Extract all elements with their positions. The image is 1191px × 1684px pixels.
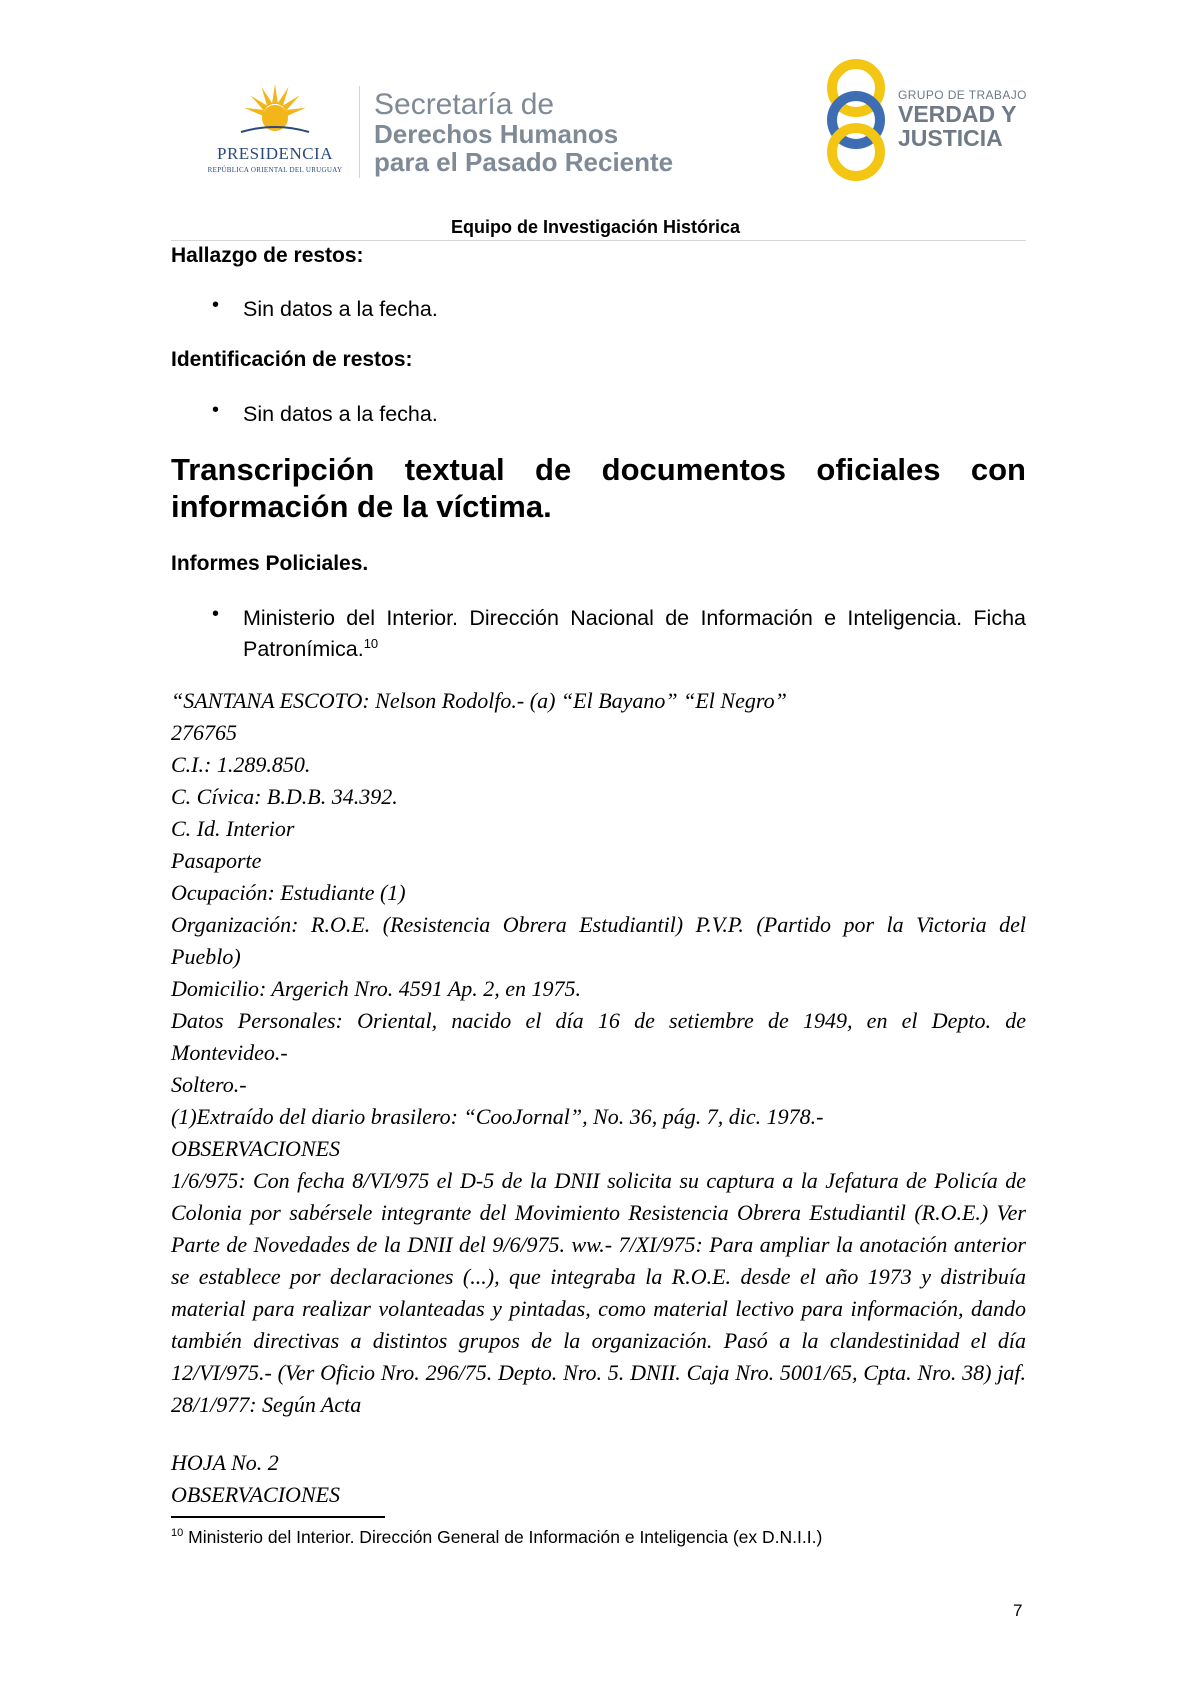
logo-divider — [359, 86, 360, 178]
footnote-text: Ministerio del Interior. Dirección General de Información e Inteligencia (ex D.N.I.I.) — [188, 1527, 823, 1547]
transcript-organizacion: Organización: R.O.E. (Resistencia Obrera Estudiantil) P.V.P. (Partido por la Victoria del Pueblo) — [171, 912, 1026, 969]
transcript-line: Ocupación: Estudiante (1) — [171, 880, 406, 905]
observaciones-text: 1/6/975: Con fecha 8/VI/975 el D-5 de la DNII solicita su captura a la Jefatura de Policía de Colonia por sabérsele integrante del Movimiento Resistencia Obrera Estudiantil (R.O.E.) Ver Parte de Novedades de la DNII del 9/6/975. ww.- 7/XI/975: Para ampliar la anotación anterior se establece por declaraciones (...), que integraba la R.O.E. desde el año 1973 y distribuía material para realizar volanteadas y pintadas, como material lectivo para información, dando también directivas a distintos grupos de la organización. Pasó a la clandestinidad el día 12/VI/975.- (Ver Oficio Nro. 296/75. Depto. Nro. 5. DNII. Caja Nro. 5001/65, Cpta. Nro. 38) jaf. 28/1/977: Según Acta — [171, 1168, 1026, 1417]
transcript-domicilio: Domicilio: Argerich Nro. 4591 Ap. 2, en 1975. — [171, 976, 582, 1001]
hallazgo-heading: Hallazgo de restos: — [171, 244, 364, 267]
identificacion-bullet-text: Sin datos a la fecha. — [243, 402, 438, 426]
hoja-label: HOJA No. 2 — [171, 1450, 279, 1475]
header-divider — [171, 240, 1026, 241]
informes-bullet-content — [243, 603, 1026, 665]
transcript-line: 276765 — [171, 720, 237, 745]
transcript-extraido: (1)Extraído del diario brasilero: “CooJornal”, No. 36, pág. 7, dic. 1978.- — [171, 1104, 824, 1129]
transcript-line: Pasaporte — [171, 848, 262, 873]
presidencia-subtitle: REPÚBLICA ORIENTAL DEL URUGUAY — [207, 166, 343, 174]
transcript-datos-personales: Datos Personales: Oriental, nacido el día 16 de setiembre de 1949, en el Depto. de Montevideo.- — [171, 1008, 1026, 1065]
team-heading: Equipo de Investigación Histórica — [450, 217, 741, 237]
presidencia-name: PRESIDENCIA — [216, 144, 333, 163]
footnote-reference: 10 — [363, 635, 379, 651]
section-title: Transcripción textual de documentos oficiales con información de la víctima. — [171, 452, 1026, 524]
bullet-icon: • — [212, 603, 220, 625]
bullet-icon: • — [212, 294, 220, 316]
verdad-justicia-logo — [820, 58, 1030, 183]
secretaria-logo — [374, 90, 673, 176]
footnote-number: 10 — [171, 1527, 184, 1540]
secretaria-line1: Secretaría de — [374, 88, 555, 121]
transcript-block — [171, 685, 1026, 1421]
justicia-label: JUSTICIA — [898, 125, 1003, 151]
hoja-block — [171, 1447, 1026, 1511]
informes-bullet-text: Ministerio del Interior. Dirección Nacional de Información e Inteligencia. Ficha Patronímica. — [243, 606, 1026, 661]
transcript-line: C. Cívica: B.D.B. 34.392. — [171, 784, 398, 809]
verdad-justicia-text — [898, 88, 1027, 150]
transcript-line: C. Id. Interior — [171, 816, 295, 841]
transcript-line: C.I.: 1.289.850. — [171, 752, 311, 777]
presidencia-logo — [195, 82, 355, 177]
transcript-soltero: Soltero.- — [171, 1072, 247, 1097]
footnote — [171, 1527, 822, 1548]
hoja-observaciones-heading: OBSERVACIONES — [171, 1482, 341, 1507]
sun-emblem-icon — [239, 82, 311, 138]
secretaria-line2: Derechos Humanos — [374, 119, 619, 149]
rings-icon — [820, 58, 892, 183]
secretaria-line3: para el Pasado Reciente — [374, 147, 674, 177]
observaciones-heading: OBSERVACIONES — [171, 1136, 341, 1161]
transcript-line: “SANTANA ESCOTO: Nelson Rodolfo.- (a) “El Bayano” “El Negro” — [171, 688, 787, 713]
footnote-separator — [171, 1516, 385, 1518]
grupo-trabajo-label: GRUPO DE TRABAJO — [898, 88, 1027, 102]
hallazgo-bullet-text: Sin datos a la fecha. — [243, 297, 438, 321]
page-number: 7 — [1013, 1601, 1023, 1620]
informes-heading: Informes Policiales. — [171, 552, 369, 575]
verdad-label: VERDAD Y — [898, 101, 1017, 127]
bullet-icon: • — [212, 399, 220, 421]
identificacion-heading: Identificación de restos: — [171, 348, 413, 371]
